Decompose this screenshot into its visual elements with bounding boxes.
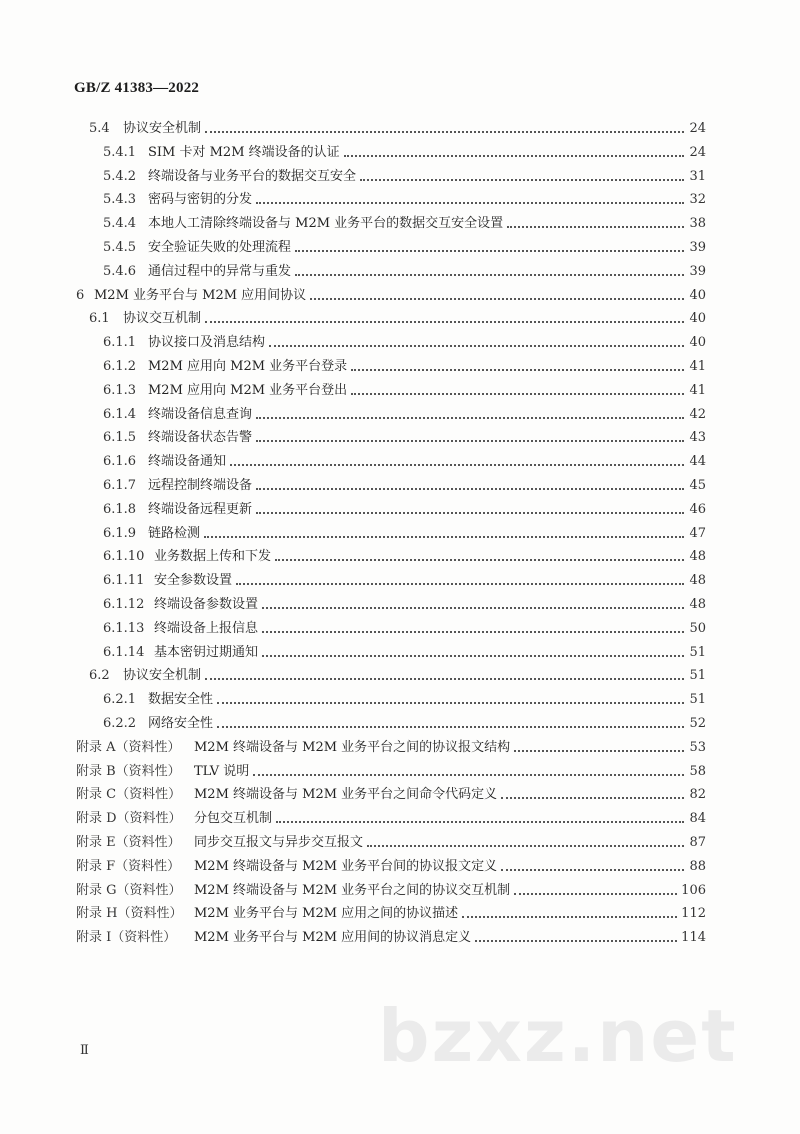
toc-entry-number: 附录 A（资料性）	[76, 739, 181, 755]
toc-entry-page: 48	[689, 549, 706, 565]
toc-leader-dots	[256, 426, 684, 450]
toc-entry-title: 本地人工清除终端设备与 M2M 业务平台的数据交互安全设置	[148, 216, 504, 232]
toc-entry[interactable]	[103, 426, 706, 450]
toc-entry-page: 39	[689, 240, 706, 255]
toc-entry-page: 51	[689, 692, 706, 708]
toc-entry-title: 同步交互报文与异步交互报文	[194, 835, 364, 850]
toc-entry-page: 52	[689, 716, 706, 731]
toc-entry-number: 附录 I（资料性）	[76, 930, 177, 946]
toc-entry-page: 82	[689, 787, 706, 803]
toc-entry[interactable]	[103, 712, 706, 736]
toc-entry-page: 51	[689, 644, 706, 660]
toc-entry-title: 密码与密钥的分发	[148, 192, 253, 208]
toc-entry-page: 24	[689, 121, 706, 136]
toc-entry-title: 终端设备通知	[148, 454, 227, 470]
toc-leader-dots	[367, 831, 684, 855]
toc-entry-number: 6.2.2	[103, 716, 137, 731]
toc-entry-title: 安全验证失败的处理流程	[148, 240, 292, 255]
toc-entry-number: 6.1.8	[103, 501, 137, 517]
toc-entry[interactable]	[76, 783, 706, 807]
toc-entry-title: 终端设备参数设置	[154, 597, 259, 612]
toc-leader-dots	[256, 403, 684, 427]
toc-entry-title: TLV 说明	[194, 763, 250, 779]
toc-entry-number: 6.1.9	[103, 525, 137, 541]
toc-entry-title: 通信过程中的异常与重发	[148, 263, 292, 279]
toc-entry-title: 业务数据上传和下发	[154, 549, 272, 565]
toc-entry-page: 40	[689, 335, 706, 351]
toc-leader-dots	[256, 474, 684, 498]
toc-entry[interactable]	[76, 284, 706, 308]
toc-leader-dots	[262, 617, 684, 641]
toc-leader-dots	[262, 593, 684, 617]
toc-leader-dots	[269, 331, 684, 355]
toc-entry-title: 终端设备上报信息	[154, 620, 259, 636]
toc-entry-number: 附录 C（资料性）	[76, 787, 182, 803]
toc-entry[interactable]	[103, 474, 706, 498]
toc-entry-title: 数据安全性	[148, 692, 214, 708]
toc-leader-dots	[351, 379, 684, 403]
toc-leader-dots	[295, 260, 684, 284]
toc-entry[interactable]	[89, 117, 706, 141]
toc-entry-number: 5.4	[89, 121, 110, 136]
toc-leader-dots	[217, 688, 684, 712]
toc-entry-number: 附录 G（资料性）	[76, 882, 182, 898]
toc-entry-page: 46	[689, 501, 706, 517]
toc-leader-dots	[501, 783, 684, 807]
toc-entry-number: 5.4.2	[103, 168, 137, 184]
toc-leader-dots	[360, 165, 684, 189]
toc-entry-page: 48	[689, 573, 706, 589]
toc-entry[interactable]	[103, 165, 706, 189]
toc-entry-page: 114	[681, 930, 706, 946]
toc-entry-number: 5.4.5	[103, 240, 137, 255]
toc-entry[interactable]	[76, 855, 706, 879]
toc-entry-number: 6.1.11	[103, 573, 145, 589]
toc-entry-page: 38	[689, 216, 706, 232]
toc-entry[interactable]	[76, 879, 706, 903]
toc-entry-number: 6.1.10	[103, 549, 145, 565]
toc-entry[interactable]	[103, 450, 706, 474]
toc-entry-title: M2M 应用向 M2M 业务平台登出	[148, 382, 348, 398]
toc-entry-title: SIM 卡对 M2M 终端设备的认证	[148, 144, 340, 160]
toc-entry-number: 5.4.4	[103, 216, 137, 232]
toc-entry-page: 87	[689, 835, 706, 850]
toc-entry-page: 53	[689, 739, 706, 755]
toc-entry-title: 安全参数设置	[154, 573, 233, 589]
toc-entry[interactable]	[103, 212, 706, 236]
toc-entry-number: 6.1.3	[103, 382, 137, 398]
toc-entry-page: 106	[681, 882, 706, 898]
toc-entry[interactable]	[103, 617, 706, 641]
toc-entry[interactable]	[76, 926, 706, 950]
toc-entry-page: 45	[689, 478, 706, 493]
toc-entry-title: M2M 应用向 M2M 业务平台登录	[148, 359, 348, 374]
toc-leader-dots	[475, 926, 677, 950]
toc-entry-number: 6.2.1	[103, 692, 137, 708]
toc-entry-number: 6.1.1	[103, 335, 137, 351]
toc-entry-page: 42	[689, 406, 706, 422]
toc-entry[interactable]	[89, 664, 706, 688]
toc-entry-page: 40	[689, 287, 706, 303]
toc-entry-title: M2M 终端设备与 M2M 业务平台之间命令代码定义	[194, 787, 498, 803]
toc-entry[interactable]	[76, 831, 706, 855]
watermark: bzxz.net	[378, 994, 738, 1078]
toc-entry-title: 协议安全机制	[123, 121, 202, 136]
toc-entry[interactable]	[76, 902, 706, 926]
toc-entry-title: 终端设备与业务平台的数据交互安全	[148, 168, 357, 184]
toc-entry[interactable]	[76, 736, 706, 760]
toc-entry-title: M2M 业务平台与 M2M 应用间协议	[94, 287, 307, 303]
toc-entry[interactable]	[103, 141, 706, 165]
toc-entry-number: 6	[76, 287, 85, 303]
toc-entry-number: 6.1	[89, 311, 110, 327]
toc-leader-dots	[514, 736, 684, 760]
toc-entry[interactable]	[89, 307, 706, 331]
toc-leader-dots	[295, 236, 684, 260]
toc-entry-page: 40	[689, 311, 706, 327]
toc-leader-dots	[217, 712, 684, 736]
toc-entry-page: 43	[689, 430, 706, 446]
toc-entry[interactable]	[103, 403, 706, 427]
toc-entry-page: 24	[689, 144, 706, 160]
toc-entry-number: 5.4.6	[103, 263, 137, 279]
toc-entry-number: 6.1.7	[103, 478, 137, 493]
toc-leader-dots	[256, 498, 684, 522]
toc-entry[interactable]	[103, 569, 706, 593]
toc-entry-number: 6.1.2	[103, 359, 137, 374]
toc-entry-number: 附录 H（资料性）	[76, 906, 183, 922]
toc-entry[interactable]	[103, 545, 706, 569]
toc-leader-dots	[253, 760, 684, 784]
toc-entry-page: 48	[689, 597, 706, 612]
toc-entry-number: 6.1.13	[103, 620, 145, 636]
toc-entry-number: 6.1.14	[103, 644, 145, 660]
toc-entry[interactable]	[103, 522, 706, 546]
toc-leader-dots	[276, 807, 684, 831]
toc-entry-page: 47	[689, 525, 706, 541]
toc-leader-dots	[236, 569, 684, 593]
toc-entry[interactable]	[103, 593, 706, 617]
toc-leader-dots	[310, 284, 684, 308]
toc-entry-number: 附录 B（资料性）	[76, 763, 181, 779]
page-number: Ⅱ	[80, 1043, 89, 1058]
toc-entry[interactable]	[103, 260, 706, 284]
toc-entry-page: 112	[681, 906, 706, 922]
toc-entry-title: M2M 终端设备与 M2M 业务平台之间的协议交互机制	[194, 882, 511, 898]
toc-entry-number: 6.1.12	[103, 597, 145, 612]
toc-entry-number: 5.4.3	[103, 192, 137, 208]
toc-leader-dots	[205, 117, 684, 141]
toc-entry-title: 终端设备状态告警	[148, 430, 253, 446]
toc-entry-number: 附录 E（资料性）	[76, 835, 181, 850]
toc-entry-title: M2M 业务平台与 M2M 应用之间的协议描述	[194, 906, 459, 922]
toc-entry-title: 终端设备远程更新	[148, 501, 253, 517]
toc-leader-dots	[262, 641, 684, 665]
toc-entry[interactable]	[103, 498, 706, 522]
toc-entry[interactable]	[103, 355, 706, 379]
toc-entry-page: 88	[689, 858, 706, 874]
toc-entry-page: 39	[689, 263, 706, 279]
toc-entry[interactable]	[103, 188, 706, 212]
toc-leader-dots	[275, 545, 684, 569]
toc-entry-number: 附录 F（资料性）	[76, 858, 181, 874]
toc-entry-number: 6.1.5	[103, 430, 137, 446]
toc-leader-dots	[344, 141, 684, 165]
toc-entry[interactable]	[103, 236, 706, 260]
toc-entry-title: 链路检测	[148, 525, 201, 541]
toc-entry-title: 分包交互机制	[194, 811, 273, 827]
toc-entry-title: M2M 终端设备与 M2M 业务平台之间的协议报文结构	[194, 739, 511, 755]
toc-leader-dots	[514, 879, 677, 903]
toc-entry-page: 44	[689, 454, 706, 470]
toc-entry-title: M2M 终端设备与 M2M 业务平台间的协议报文定义	[194, 858, 498, 874]
toc-entry-title: 基本密钥过期通知	[154, 644, 259, 660]
toc-leader-dots	[230, 450, 684, 474]
toc-entry-title: M2M 业务平台与 M2M 应用间的协议消息定义	[194, 930, 472, 946]
toc-entry-page: 50	[689, 620, 706, 636]
toc-leader-dots	[205, 307, 684, 331]
toc-entry-page: 32	[689, 192, 706, 208]
standard-number-header: GB/Z 41383—2022	[74, 80, 200, 96]
toc-leader-dots	[204, 522, 684, 546]
toc-entry[interactable]	[76, 760, 706, 784]
toc-leader-dots	[205, 664, 684, 688]
toc-entry-number: 附录 D（资料性）	[76, 811, 182, 827]
toc-entry-page: 58	[689, 763, 706, 779]
toc-leader-dots	[501, 855, 684, 879]
toc-entry[interactable]	[103, 688, 706, 712]
toc-entry-title: 协议交互机制	[123, 311, 202, 327]
toc-leader-dots	[507, 212, 684, 236]
toc-leader-dots	[351, 355, 684, 379]
toc-entry-page: 41	[689, 382, 706, 398]
toc-entry-number: 6.1.6	[103, 454, 137, 470]
toc-entry-number: 5.4.1	[103, 144, 137, 160]
toc-entry[interactable]	[103, 379, 706, 403]
toc-entry[interactable]	[103, 641, 706, 665]
toc-entry-number: 6.1.4	[103, 406, 137, 422]
toc-entry-page: 41	[689, 359, 706, 374]
toc-entry-title: 远程控制终端设备	[148, 478, 253, 493]
toc-entry[interactable]	[76, 807, 706, 831]
toc-entry-page: 51	[689, 668, 706, 684]
toc-entry-title: 终端设备信息查询	[148, 406, 253, 422]
toc-leader-dots	[256, 188, 684, 212]
toc-entry-title: 网络安全性	[148, 716, 214, 731]
toc-entry-page: 84	[689, 811, 706, 827]
toc-entry[interactable]	[103, 331, 706, 355]
toc-entry-title: 协议接口及消息结构	[148, 335, 266, 351]
toc-entry-page: 31	[689, 168, 706, 184]
toc-entry-title: 协议安全机制	[123, 668, 202, 684]
toc-entry-number: 6.2	[89, 668, 110, 684]
toc-leader-dots	[462, 902, 677, 926]
